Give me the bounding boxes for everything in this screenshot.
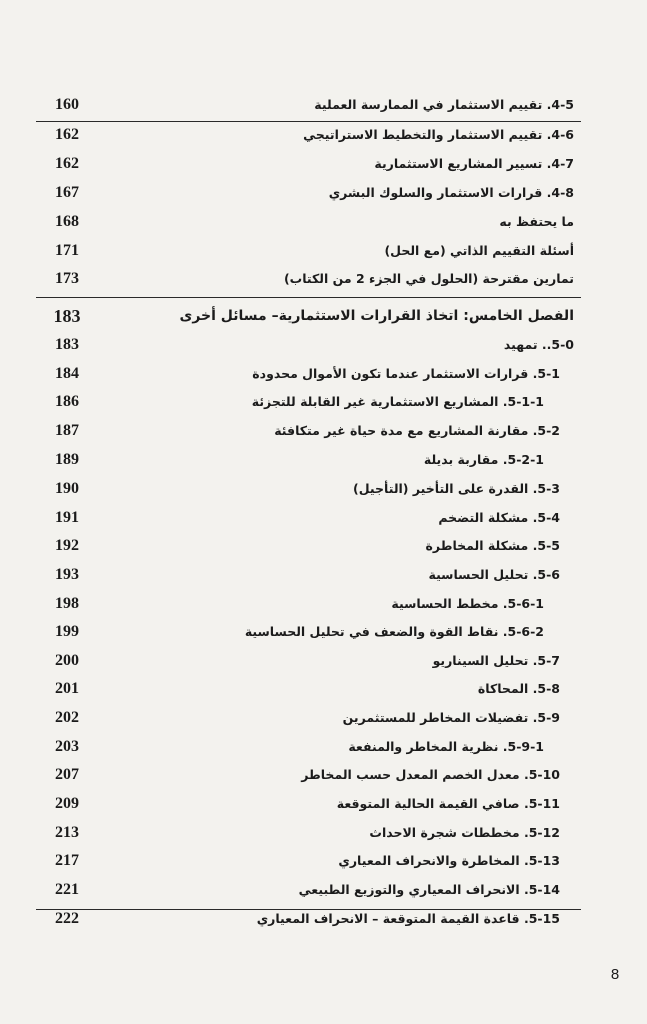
toc-page-number: 189 <box>55 451 79 468</box>
toc-page-number: 203 <box>55 738 79 755</box>
toc-entry <box>44 334 574 356</box>
toc-entry <box>44 391 574 413</box>
toc-page-number: 167 <box>55 184 79 201</box>
toc-page-number: 222 <box>55 910 79 927</box>
toc-entry <box>44 908 574 930</box>
toc-page-number: 198 <box>55 595 79 612</box>
toc-entry-title: 5-3. القدرة على التأخير (التأجيل) <box>353 481 560 496</box>
toc-entry-title: 5-14. الانحراف المعياري والتوزيع الطبيعي <box>298 882 560 897</box>
toc-entry <box>44 211 574 233</box>
toc-entry <box>44 449 574 471</box>
toc-entry-title: 5-5. مشكلة المخاطرة <box>425 538 560 553</box>
toc-entry <box>44 850 574 872</box>
toc-entry <box>44 822 574 844</box>
toc-entry <box>44 182 574 204</box>
toc-entry-title: 5-11. صافي القيمة الحالية المتوقعة <box>336 796 560 811</box>
toc-entry <box>44 650 574 672</box>
toc-entry <box>44 478 574 500</box>
toc-entry <box>44 153 574 175</box>
toc-page-number: 190 <box>55 480 79 497</box>
toc-page-number: 171 <box>55 242 79 259</box>
toc-entry <box>44 678 574 700</box>
toc-page-number: 191 <box>55 509 79 526</box>
toc-page-number: 187 <box>55 422 79 439</box>
toc-entry-title: 5-6-2. نقاط القوة والضعف في تحليل الحساسية <box>244 624 544 639</box>
toc-entry <box>44 363 574 385</box>
toc-page-number: 186 <box>55 393 79 410</box>
toc-entry <box>44 707 574 729</box>
toc-entry-title: 5-4. مشكلة التضخم <box>438 510 560 525</box>
toc-page-number: 217 <box>55 852 79 869</box>
toc-page-number: 183 <box>55 336 79 353</box>
toc-entry <box>44 268 574 290</box>
toc-page-number: 162 <box>55 126 79 143</box>
toc-entry-title: أسئلة التقييم الذاتي (مع الحل) <box>384 243 574 258</box>
toc-entry <box>44 764 574 786</box>
toc-entry <box>44 420 574 442</box>
toc-page-number: 221 <box>55 881 79 898</box>
toc-entry-title: 4-8. قرارات الاستثمار والسلوك البشري <box>328 185 574 200</box>
toc-entry-title: 4-7. تسيير المشاريع الاستثمارية <box>374 156 574 171</box>
toc-entry-title: 5-2. مقارنة المشاريع مع مدة حياة غير متكافئة <box>274 423 560 438</box>
toc-entry-title: 5-8. المحاكاة <box>477 681 560 696</box>
toc-entry-title: 5-2-1. مقاربة بديلة <box>423 452 544 467</box>
page-number: 8 <box>610 966 620 983</box>
toc-entry <box>44 94 574 116</box>
toc-entry-title: 5-9-1. نظرية المخاطر والمنفعة <box>348 739 544 754</box>
toc-page-number: 168 <box>55 213 79 230</box>
toc-entry-title: 4-6. تقييم الاستثمار والتخطيط الاستراتيجي <box>303 127 574 142</box>
toc-page-number: 160 <box>55 96 79 113</box>
toc-page-number: 200 <box>55 652 79 669</box>
toc-page-number: 202 <box>55 709 79 726</box>
top-rule <box>36 121 581 122</box>
toc-entry <box>44 507 574 529</box>
toc-entry-title: الفصل الخامس: اتخاذ القرارات الاستثمارية– مسائل أخرى <box>179 308 574 324</box>
toc-page-number: 199 <box>55 623 79 640</box>
toc-entry-title: 5-6-1. مخطط الحساسية <box>391 596 544 611</box>
toc-page-number: 193 <box>55 566 79 583</box>
toc-page-number: 207 <box>55 766 79 783</box>
toc-page-number: 173 <box>55 270 79 287</box>
toc-entry-title: 5-12. مخططات شجرة الاحداث <box>369 825 560 840</box>
toc-entry-title: تمارين مقترحة (الحلول في الجزء 2 من الكتاب) <box>283 271 574 286</box>
toc-entry-title: 5-7. تحليل السيناريو <box>432 653 560 668</box>
toc-entry <box>44 793 574 815</box>
toc-page-number: 209 <box>55 795 79 812</box>
toc-page-number: 201 <box>55 680 79 697</box>
toc-page-number: 162 <box>55 155 79 172</box>
toc-page-number: 183 <box>53 306 81 326</box>
toc-entry <box>44 240 574 262</box>
toc-entry-title: 5-9. تفضيلات المخاطر للمستثمرين <box>342 710 560 725</box>
toc-entry-title: 4-5. تقييم الاستثمار في الممارسة العملية <box>314 97 574 112</box>
toc-entry-title: 5-1. قرارات الاستثمار عندما تكون الأموال محدودة <box>252 366 560 381</box>
toc-entry <box>44 879 574 901</box>
toc-entry-title: 5-10. معدل الخصم المعدل حسب المخاطر <box>301 767 560 782</box>
toc-chapter-heading <box>44 305 574 327</box>
toc-entry-title: 5-0.. تمهيد <box>503 337 574 352</box>
toc-entry-title: 5-1-1. المشاريع الاستثمارية غير القابلة للتجزئة <box>251 394 544 409</box>
toc-entry <box>44 593 574 615</box>
toc-entry-title: ما يحتفظ به <box>499 214 574 229</box>
toc-page-number: 192 <box>55 537 79 554</box>
chapter-rule <box>36 297 581 298</box>
toc-entry-title: 5-13. المخاطرة والانحراف المعياري <box>338 853 560 868</box>
toc-entry-title: 5-6. تحليل الحساسية <box>428 567 560 582</box>
toc-entry <box>44 124 574 146</box>
toc-entry <box>44 564 574 586</box>
toc-entry-title: 5-15. قاعدة القيمة المتوقعة – الانحراف المعياري <box>256 911 560 926</box>
toc-page-number: 184 <box>55 365 79 382</box>
toc-page-number: 213 <box>55 824 79 841</box>
toc-entry <box>44 736 574 758</box>
toc-entry <box>44 621 574 643</box>
toc-entry <box>44 535 574 557</box>
